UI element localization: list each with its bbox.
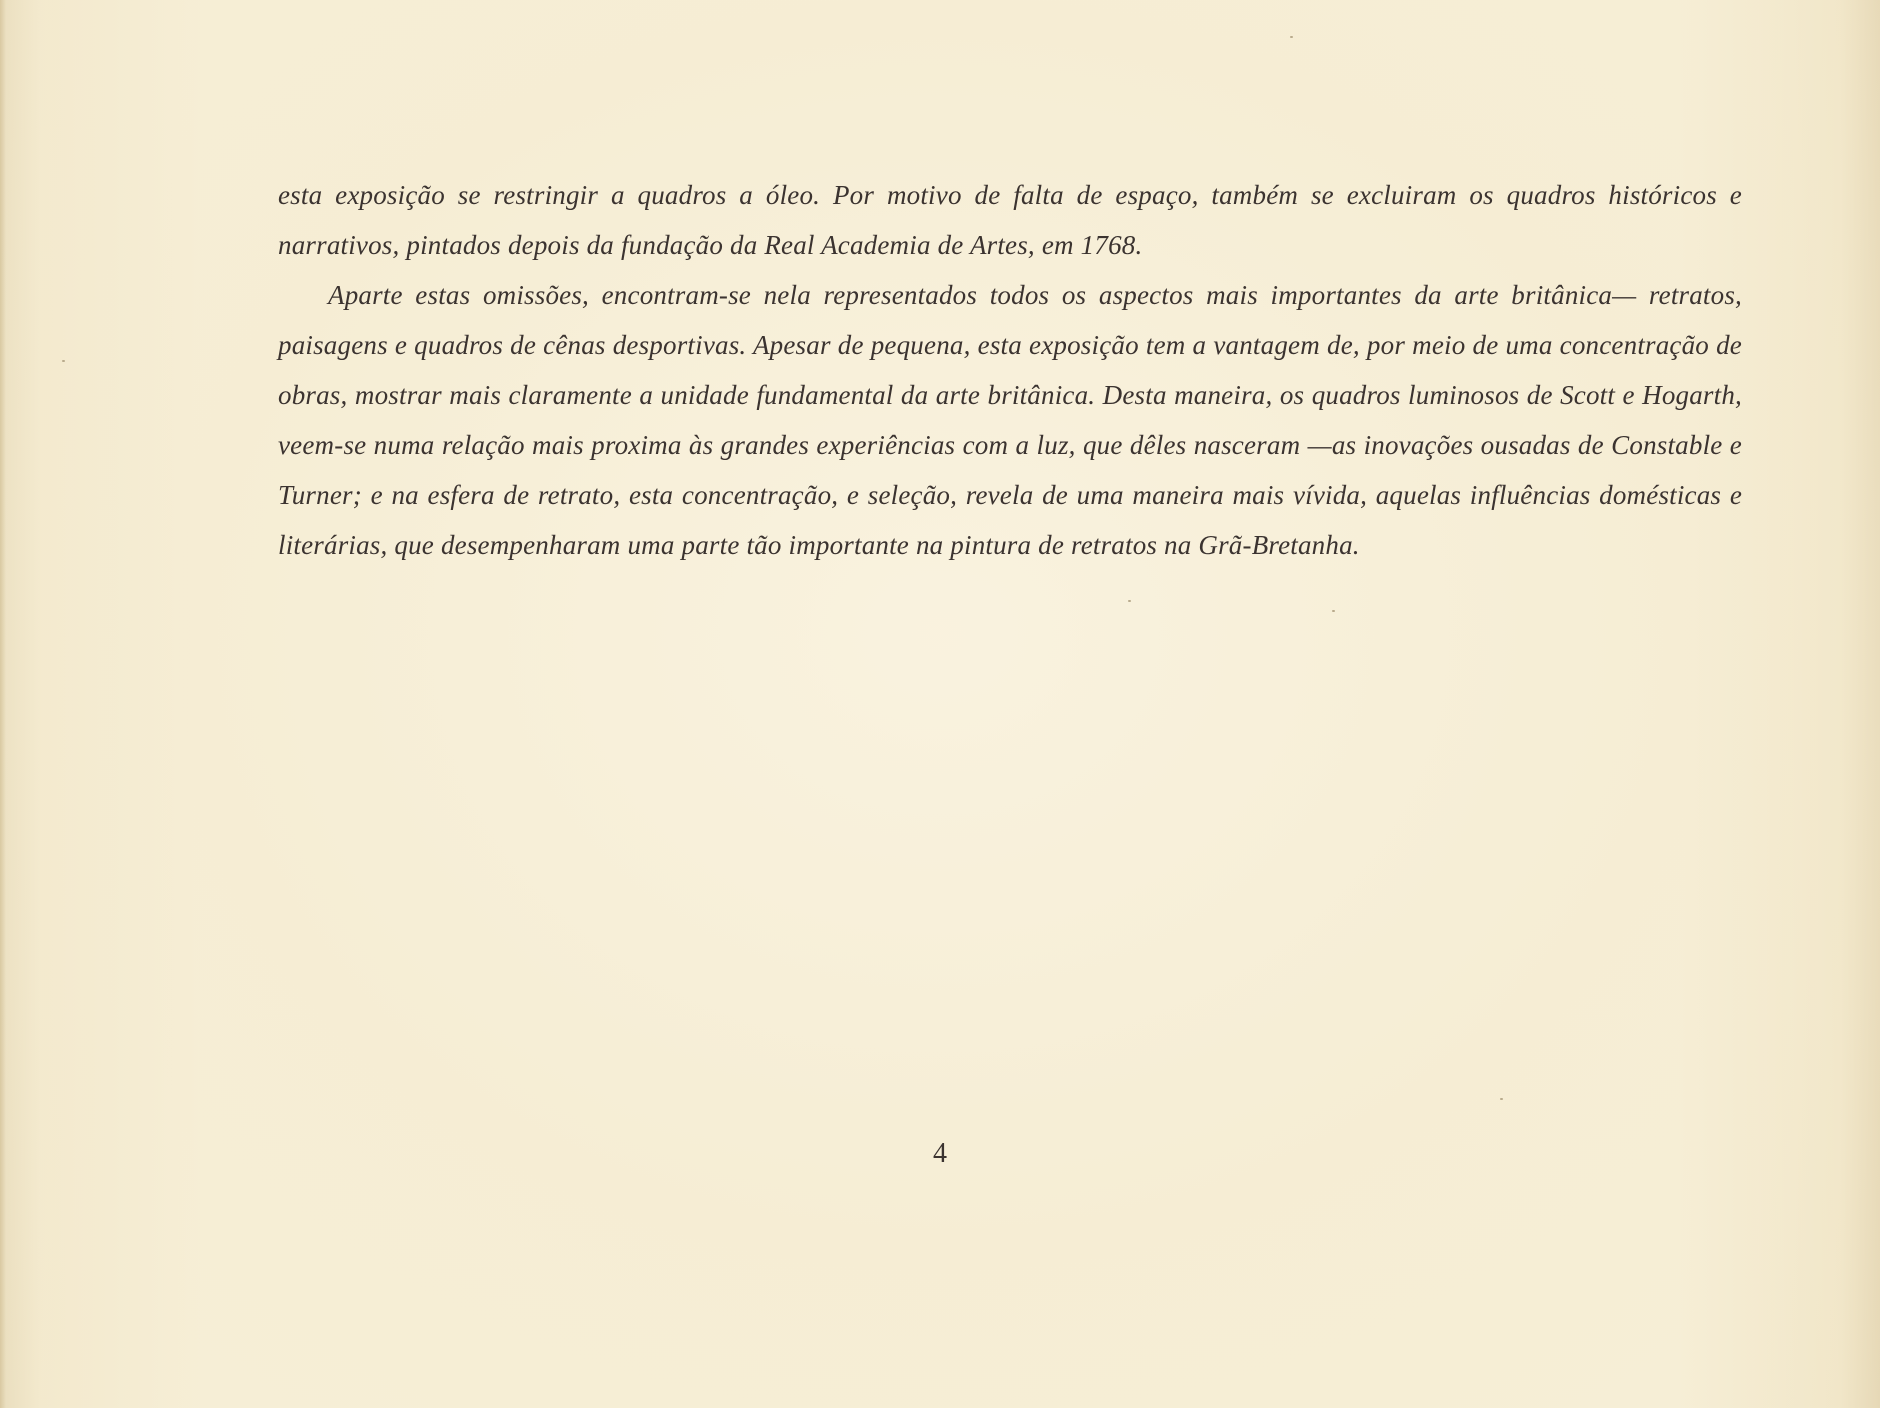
paper-speck (62, 360, 65, 362)
paragraph-1: esta exposição se restringir a quadros a óleo. Por motivo de falta de espaço, também se excluiram os quadros históricos e narrativos, pintados depois da fundação da Real Academia de Artes, em 1768. (278, 180, 1742, 260)
paragraph-2: Aparte estas omissões, encontram-se nela representados todos os aspectos mais importantes da arte britânica— retratos, paisagens e quadros de cênas desportivas. Apesar de pequena, esta exposição tem a vantagem de, por meio de uma concentração de obras, mostrar mais claramente a unidade fundamental da arte britânica. Desta maneira, os quadros luminosos de Scott e Hogarth, veem-se numa relação mais proxima às grandes experiências com a luz, que dêles nasceram —as inovações ousadas de Constable e Turner; e na esfera de retrato, esta concentração, e seleção, revela de uma maneira mais vívida, aquelas influências domésticas e literárias, que desempenharam uma parte tão importante na pintura de retratos na Grã-Bretanha. (278, 280, 1742, 560)
paper-speck (1500, 1098, 1503, 1100)
page-edge-shadow (0, 0, 6, 1408)
page-number: 4 (933, 1138, 947, 1169)
paper-speck (1128, 600, 1131, 602)
paper-speck (1290, 36, 1293, 38)
body-text (278, 170, 1742, 570)
paper-speck (1332, 610, 1335, 612)
